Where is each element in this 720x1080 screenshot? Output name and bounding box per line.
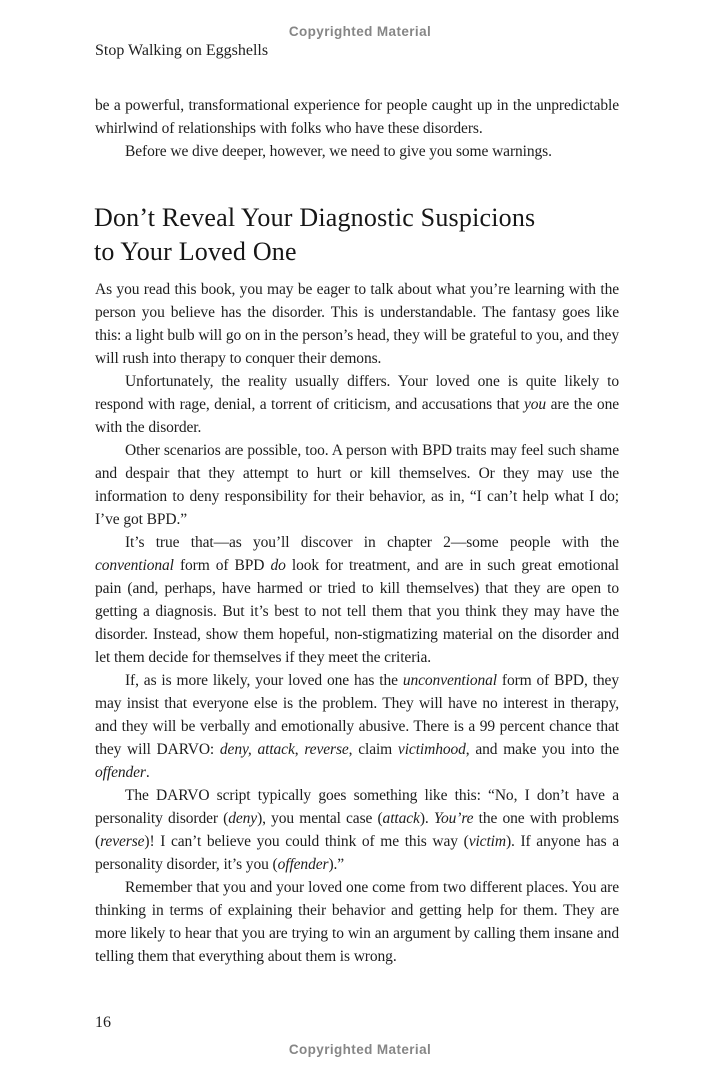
paragraph: If, as is more likely, your loved one has the unconventional form of BPD, they may insist that everyone else is the problem. They will have no interest in therapy, and they will be verbally and emotionally abusive. There is a 99 percent chance that they will DARVO: deny, attack, reverse, claim victimhood, and make you into the offender. [95,672,619,781]
paragraph: The DARVO script typically goes something like this: “No, I don’t have a personality disorder (deny), you mental case (attack). You’re the one with problems (reverse)! I can’t believe you could think of me this way (victim). If anyone has a personality disorder, it’s you (offender).” [95,787,619,873]
paragraph: It’s true that—as you’ll discover in chapter 2—some people with the conventional form of BPD do look for treatment, and are in such great emotional pain (and, perhaps, have harmed or tried to kill themselves) that they are open to getting a diagnosis. But it’s best to not tell them that you think they may have the disorder. Instead, show them hopeful, non-stigmatizing material on the disorder and let them decide for themselves if they meet the criteria. [95,534,619,666]
section-heading [94,201,535,269]
section-heading-line-2: to Your Loved One [94,237,297,266]
running-head: Stop Walking on Eggshells [95,42,269,59]
bottom-watermark: Copyrighted Material [288,1042,432,1057]
page-number: 16 [95,1014,111,1031]
paragraph: As you read this book, you may be eager to talk about what you’re learning with the person you believe has the disorder. This is understandable. The fantasy goes like this: a light bulb will go on in the person’s head, they will be grateful to you, and they will rush into therapy to conquer their demons. [95,281,619,367]
top-watermark: Copyrighted Material [288,24,432,39]
section-body [95,278,619,968]
paragraph: Unfortunately, the reality usually differs. Your loved one is quite likely to respond with rage, denial, a torrent of criticism, and accusations that you are the one with the disorder. [95,373,619,436]
paragraph: Other scenarios are possible, too. A person with BPD traits may feel such shame and despair that they attempt to hurt or kill themselves. Or they may use the information to deny responsibility for their behavior, as in, “I can’t help what I do; I’ve got BPD.” [95,442,619,528]
section-heading-line-1: Don’t Reveal Your Diagnostic Suspicions [94,203,536,232]
paragraph: Remember that you and your loved one come from two different places. You are thinking in terms of explaining their behavior and getting help for them. They are more likely to hear that you are trying to win an argument by calling them insane and telling them that everything about them is wrong. [95,879,619,965]
continuation-block [95,94,619,163]
paragraph-warnings-note: Before we dive deeper, however, we need to give you some warnings. [125,143,552,160]
paragraph-continuation: be a powerful, transformational experience for people caught up in the unpredictable whirlwind of relationships with folks who have these disorders. [95,97,619,137]
